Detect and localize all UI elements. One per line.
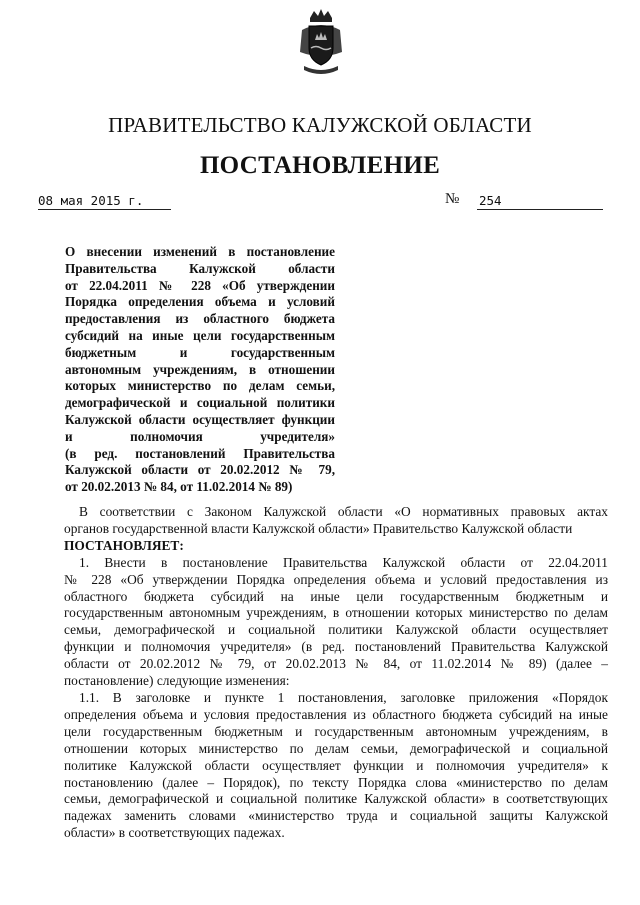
document-type-heading: ПОСТАНОВЛЕНИЕ bbox=[199, 152, 441, 179]
subject-line: бюджетным и государственным bbox=[65, 344, 335, 360]
subject-line: (в ред. постановлений Правительства bbox=[65, 445, 335, 461]
document-body bbox=[64, 504, 608, 842]
subject-line: Калужской области от 20.02.2012 № 79, bbox=[65, 462, 335, 478]
paragraph-line: В соответствии с Законом Калужской области «О нормативных правовых актах bbox=[79, 504, 608, 519]
paragraph-line: № 228 «Об утверждении Порядка определения объема и условий предоставления из bbox=[64, 571, 608, 587]
subject-line: О внесении изменений в постановление bbox=[65, 244, 335, 259]
subject-line: предоставления из областного бюджета bbox=[65, 311, 335, 327]
paragraph-line: постановлению (далее – Порядок), по тексту Порядка слова «министерство по делам bbox=[64, 774, 608, 790]
resolves-heading: ПОСТАНОВЛЯЕТ: bbox=[64, 537, 184, 553]
paragraph-line: 1. Внести в постановление Правительства Калужской области от 22.04.2011 bbox=[79, 554, 608, 570]
paragraph-line: функции и полномочия учредителя» (в ред. постановлений Правительства Калужской bbox=[64, 639, 608, 655]
subject-line: демографической и социальной политики bbox=[65, 395, 335, 411]
coat-of-arms-emblem bbox=[296, 8, 346, 78]
subject-line: Порядка определения объема и условий bbox=[65, 294, 335, 310]
paragraph-line: определения объема и условия предоставления из областного бюджета субсидий на иные bbox=[64, 706, 608, 722]
paragraph-line: семьи, демографической и социальной политики Калужской области осуществляет bbox=[64, 622, 608, 638]
document-number-block bbox=[445, 191, 601, 211]
paragraph-line: органов государственной власти Калужской области» Правительство Калужской области bbox=[64, 520, 573, 536]
number-sign: № bbox=[445, 191, 460, 207]
paragraph-line: политике Калужской области осуществляет функции и полномочия учредителя» к bbox=[64, 757, 608, 773]
subject-line: от 22.04.2011 № 228 «Об утверждении bbox=[65, 277, 335, 293]
subject-heading bbox=[65, 244, 335, 496]
paragraph-line: цели государственным бюджетным и государственным автономным учреждениям, в bbox=[64, 723, 608, 739]
paragraph-line: постановление) следующие изменения: bbox=[64, 673, 290, 689]
paragraph-line: государственным автономным учреждениям, в отношении которых министерство по делам bbox=[64, 605, 608, 621]
subject-line: Калужской области осуществляет функции bbox=[65, 411, 335, 427]
subject-line: Правительства Калужской области bbox=[65, 260, 335, 276]
subject-line: автономным учреждениям, в отношении bbox=[65, 361, 335, 377]
paragraph-line: областного бюджета субсидий на иные цели государственным бюджетным и bbox=[64, 588, 608, 604]
paragraph-line: падежах заменить словами «министерство труда и социальной защиты Калужской bbox=[64, 808, 608, 824]
paragraph-line: области от 20.02.2012 № 79, от 20.02.2013 № 84, от 11.02.2014 № 89) (далее – bbox=[64, 656, 608, 672]
document-number: 254 bbox=[477, 193, 603, 210]
subject-line: субсидий на иные цели государственным bbox=[65, 327, 335, 343]
document-date: 08 мая 2015 г. bbox=[38, 193, 171, 210]
subject-line: и полномочия учредителя» bbox=[65, 428, 335, 444]
government-title: ПРАВИТЕЛЬСТВО КАЛУЖСКОЙ ОБЛАСТИ bbox=[108, 113, 532, 137]
paragraph-line: семьи, демографической и социальной политике Калужской области» в соответствующих bbox=[64, 791, 608, 807]
subject-line: от 20.02.2013 № 84, от 11.02.2014 № 89) bbox=[65, 479, 293, 495]
paragraph-line: отношении которых министерство по делам семьи, демографической и социальной bbox=[64, 740, 608, 756]
paragraph-line: области» в соответствующих падежах. bbox=[64, 825, 285, 841]
paragraph-line: 1.1. В заголовке и пункте 1 постановления, заголовке приложения «Порядок bbox=[79, 689, 608, 705]
subject-line: которых министерство по делам семьи, bbox=[65, 378, 335, 394]
